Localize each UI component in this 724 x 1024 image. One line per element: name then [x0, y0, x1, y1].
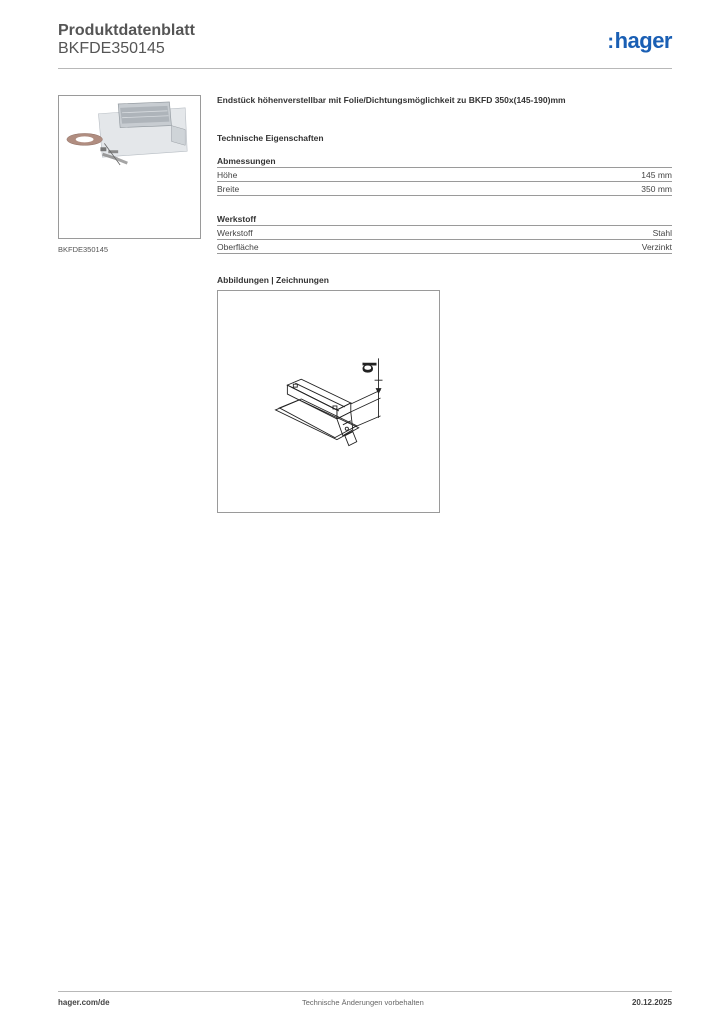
property-label: Breite: [217, 184, 240, 194]
property-value: 350 mm: [641, 184, 672, 194]
product-description: Endstück höhenverstellbar mit Folie/Dichtungsmöglichkeit zu BKFD 350x(145-190)mm: [217, 95, 566, 105]
property-value: 145 mm: [641, 170, 672, 180]
property-row: [217, 168, 672, 182]
property-row: [217, 182, 672, 196]
footer-website-link[interactable]: hager.com/de: [58, 998, 110, 1007]
drawings-heading: Abbildungen | Zeichnungen: [217, 275, 329, 285]
logo-text: hager: [614, 28, 672, 53]
product-image-caption: BKFDE350145: [58, 245, 109, 254]
property-label: Höhe: [217, 170, 238, 180]
header-divider: [58, 68, 672, 69]
property-value: Verzinkt: [641, 242, 672, 252]
footer-notice: Technische Änderungen vorbehalten: [302, 998, 424, 1007]
material-section: [217, 214, 672, 254]
document-title: Produktdatenblatt: [58, 22, 195, 39]
technical-properties-heading: Technische Eigenschaften: [217, 133, 324, 143]
product-details: [217, 95, 672, 285]
logo-colon-icon: :: [607, 31, 614, 53]
article-number: BKFDE350145: [58, 40, 165, 57]
dimension-label-b: b: [357, 361, 380, 374]
technical-drawing: [217, 290, 440, 513]
footer-divider: [58, 991, 672, 992]
product-photo-illustration: [59, 96, 200, 238]
dimensions-section: [217, 156, 672, 196]
footer-date: 20.12.2025: [631, 998, 672, 1007]
property-row: [217, 226, 672, 240]
section-title: Abmessungen: [217, 156, 672, 168]
property-label: Oberfläche: [217, 242, 259, 252]
page-header: [58, 20, 672, 70]
section-title: Werkstoff: [217, 214, 672, 226]
property-label: Werkstoff: [217, 228, 253, 238]
property-value: Stahl: [652, 228, 672, 238]
product-photo: [58, 95, 201, 239]
technical-drawing-illustration: [218, 291, 439, 512]
property-row: [217, 240, 672, 254]
hager-logo[interactable]: [607, 28, 672, 54]
